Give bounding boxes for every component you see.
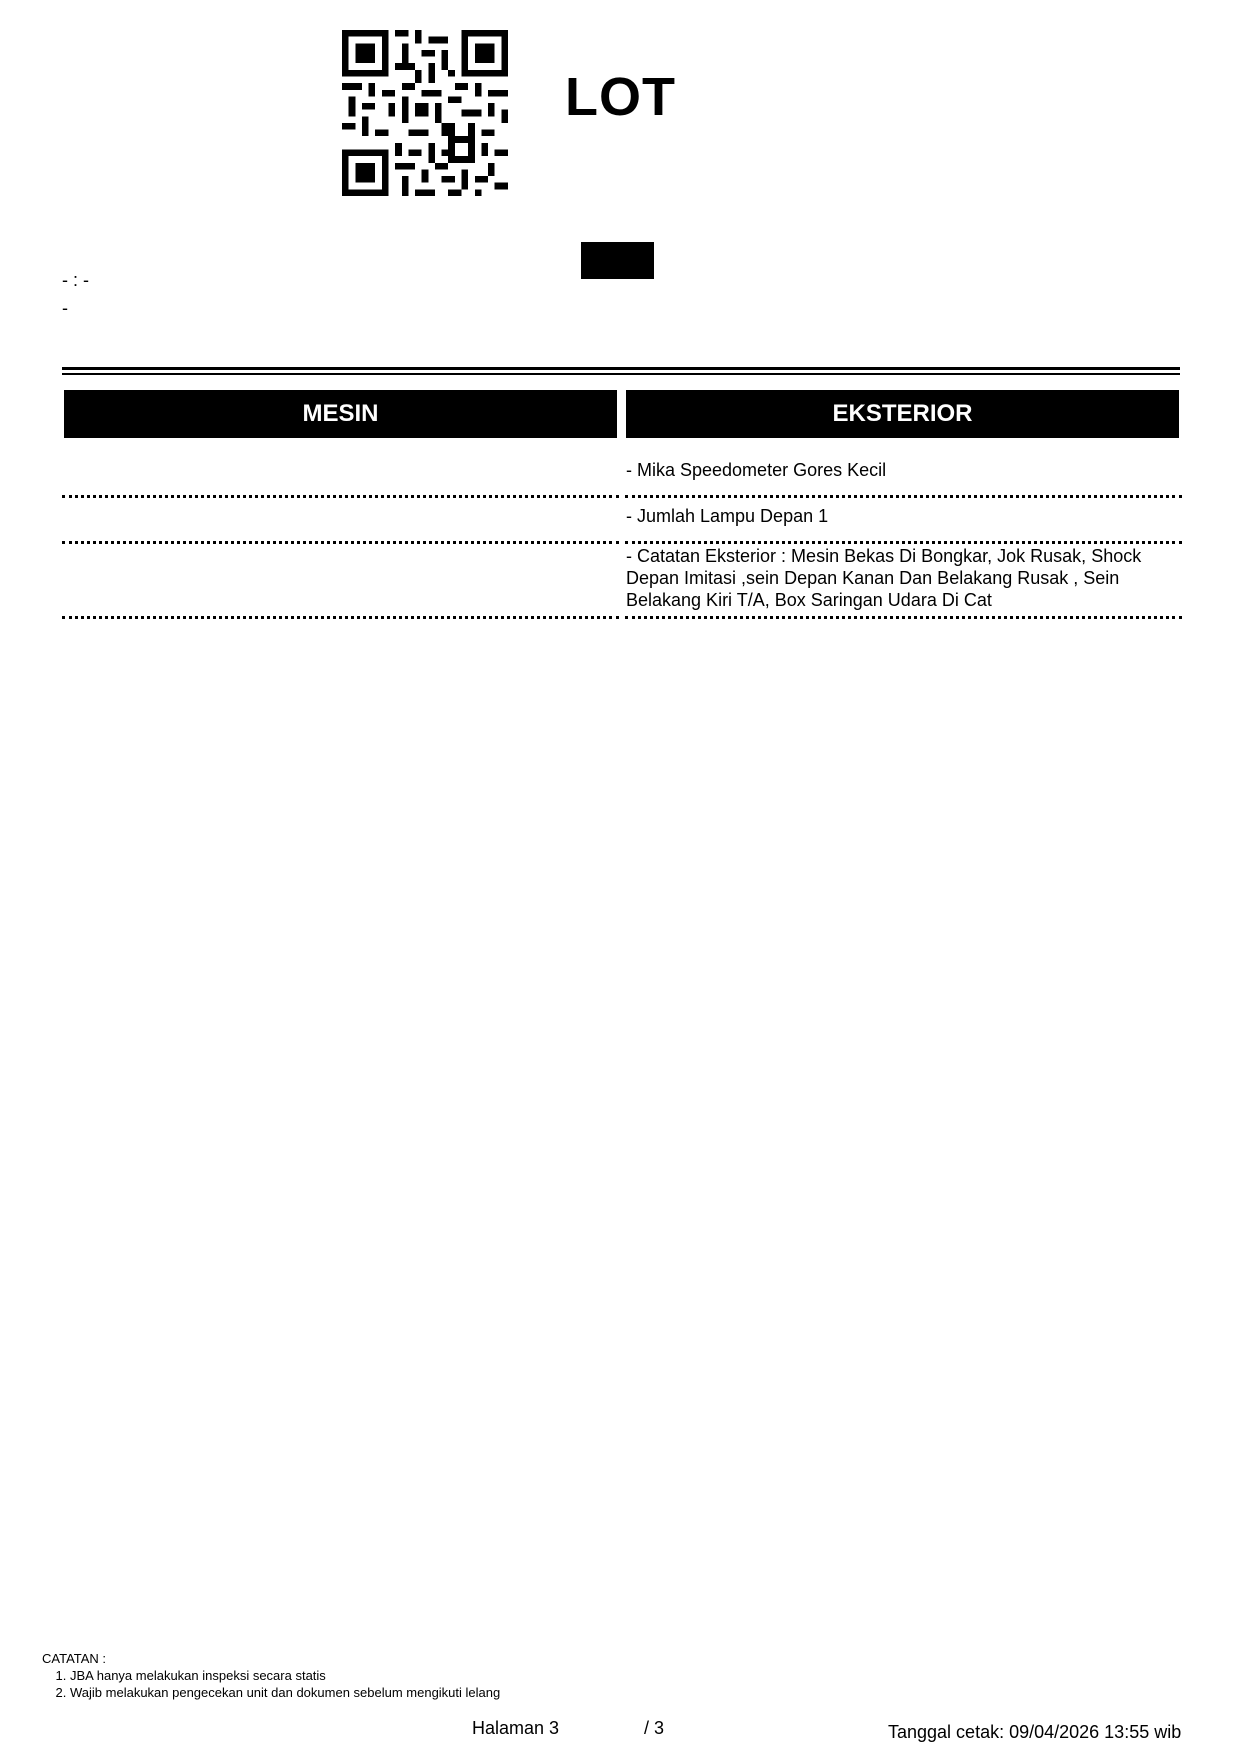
eksterior-cell: - Catatan Eksterior : Mesin Bekas Di Bongkar, Jok Rusak, Shock Depan Imitasi ,sein Depan Kanan Dan Belakang Rusak , Sein Belakang Kiri T/A, Box Saringan Udara Di Cat	[626, 546, 1142, 610]
print-date: Tanggal cetak: 09/04/2026 13:55 wib	[888, 1722, 1182, 1742]
column-header-mesin: MESIN	[64, 390, 617, 438]
eksterior-cell: - Jumlah Lampu Depan 1	[626, 506, 829, 526]
notes-list	[42, 1667, 500, 1701]
row-divider	[62, 541, 619, 544]
row-divider	[625, 541, 1182, 544]
header-rule-bottom	[62, 373, 1180, 375]
notes-item: 2. Wajib melakukan pengecekan unit dan dokumen sebelum mengikuti lelang	[70, 1684, 500, 1701]
row-divider	[625, 616, 1182, 619]
row-divider	[62, 495, 619, 498]
qr-code-icon	[342, 30, 508, 196]
meta-line-2: -	[62, 298, 68, 318]
page-number: Halaman 3	[472, 1718, 560, 1738]
meta-line-1: - : -	[62, 270, 89, 290]
notes-section	[42, 1650, 500, 1701]
eksterior-cell: - Mika Speedometer Gores Kecil	[626, 460, 887, 480]
notes-item: 1. JBA hanya melakukan inspeksi secara statis	[70, 1667, 500, 1684]
row-divider	[625, 495, 1182, 498]
redacted-block	[581, 242, 654, 279]
notes-title: CATATAN :	[42, 1651, 107, 1666]
row-divider	[62, 616, 619, 619]
header-rule-top	[62, 367, 1180, 370]
lot-title: LOT	[565, 67, 676, 127]
column-header-eksterior: EKSTERIOR	[626, 390, 1179, 438]
page-total: / 3	[644, 1718, 665, 1738]
